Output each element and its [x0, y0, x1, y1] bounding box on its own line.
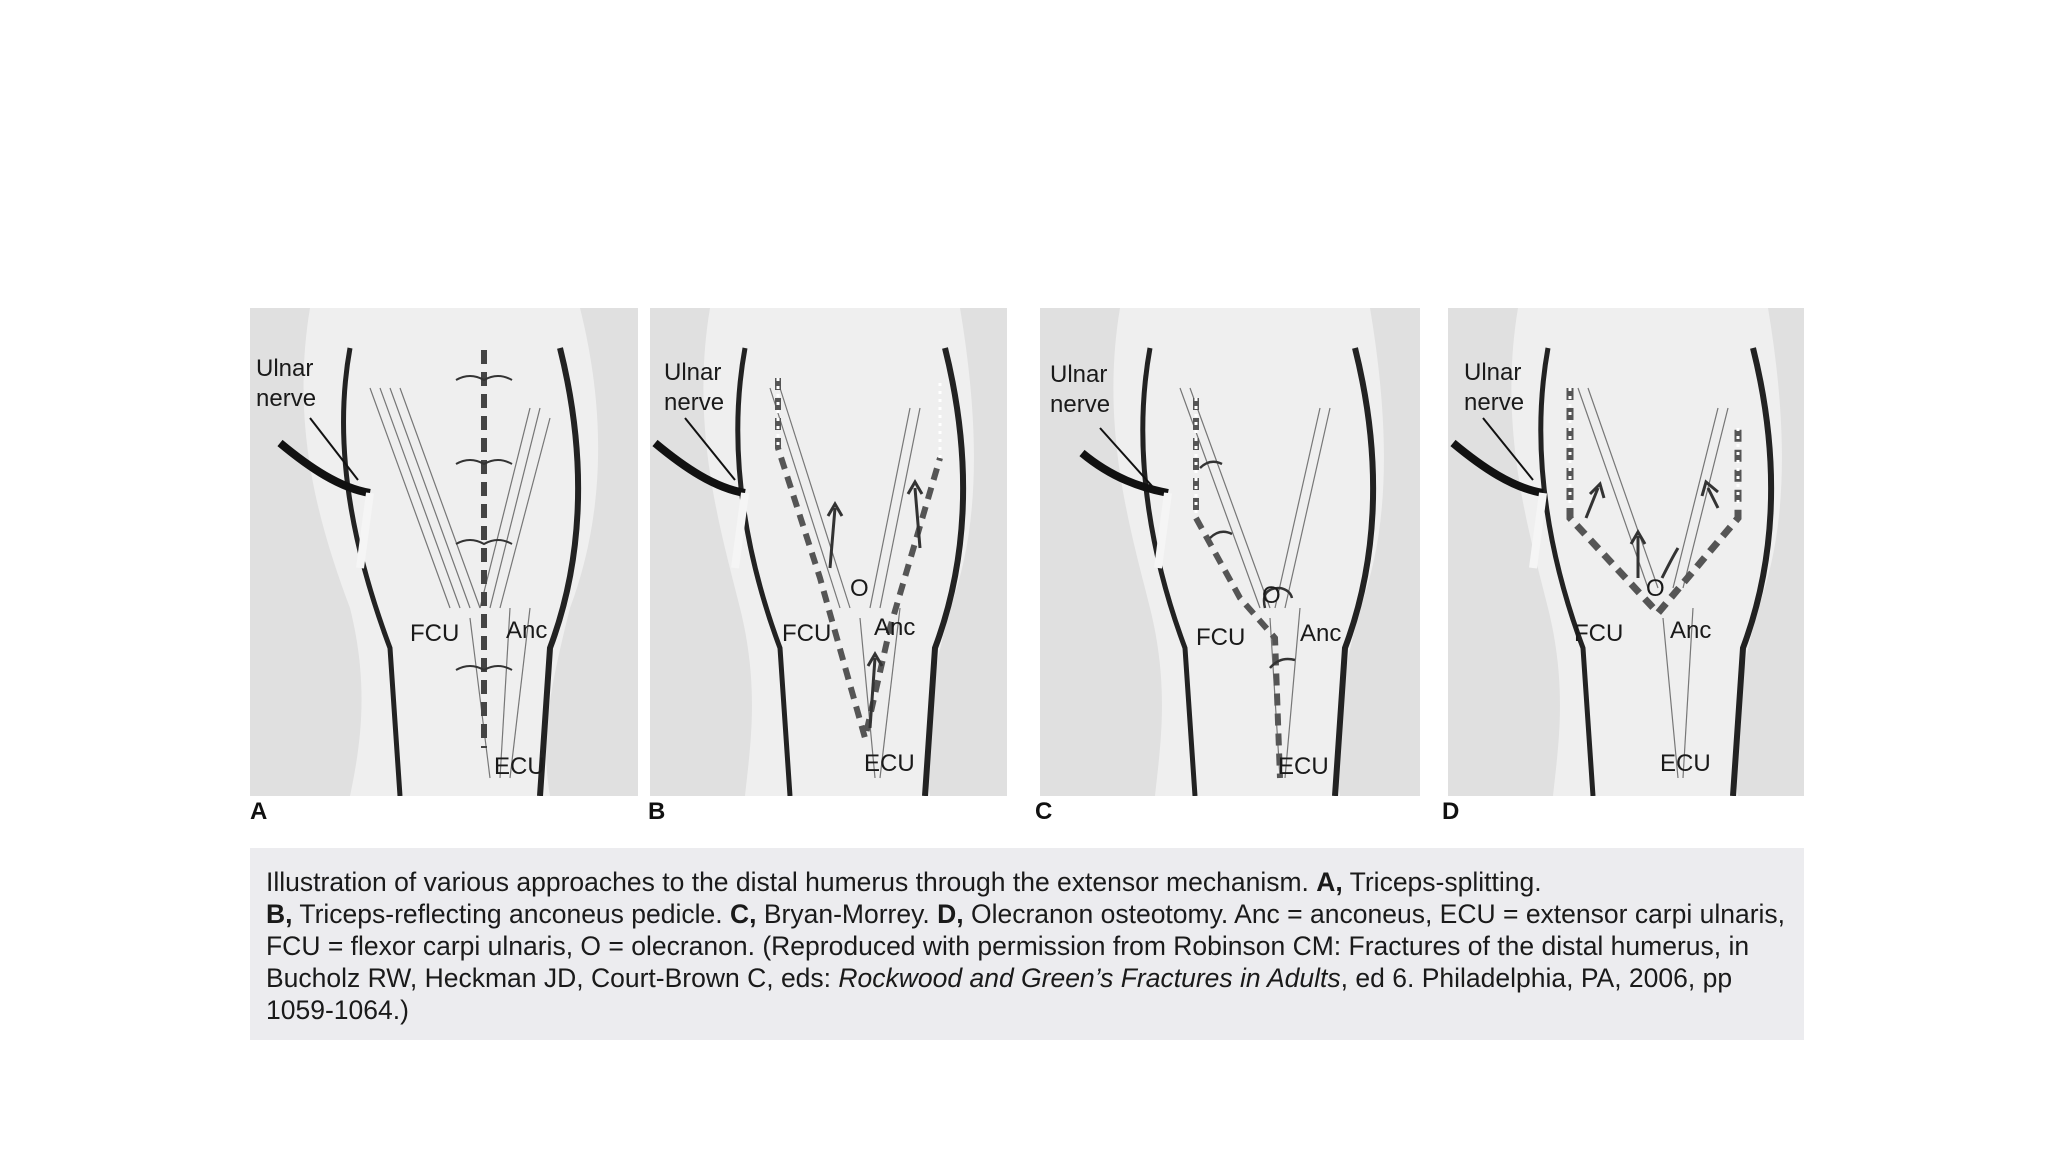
olecranon-label: O	[1262, 582, 1281, 609]
panel-a-illustration	[250, 308, 638, 796]
caption-tail: , ed 6. Philadelphia, PA, 2006, pp 1059-1064.)	[266, 963, 1733, 1025]
ulnar-nerve-label	[1464, 358, 1524, 418]
ulnar-nerve-label	[256, 354, 316, 414]
nerve-label-line1: Ulnar	[1464, 359, 1522, 386]
olecranon-label: O	[850, 575, 869, 602]
olecranon-label: O	[1646, 575, 1665, 602]
ecu-label: ECU	[1278, 753, 1329, 780]
caption-c-text: Bryan-Morrey.	[756, 899, 938, 929]
nerve-label-line2: nerve	[1464, 389, 1525, 416]
nerve-label-line1: Ulnar	[1050, 361, 1108, 388]
ecu-label: ECU	[864, 750, 915, 777]
ulnar-nerve-label	[664, 358, 724, 418]
panel-d-illustration	[1448, 308, 1804, 796]
caption-d-label: D,	[937, 899, 964, 929]
fcu-label: FCU	[1196, 624, 1246, 651]
anc-label: Anc	[506, 617, 548, 644]
caption-a-label: A,	[1316, 867, 1343, 897]
nerve-label-line2: nerve	[1050, 391, 1111, 418]
panel-letter-a: A	[250, 798, 268, 825]
caption-intro: Illustration of various approaches to the distal humerus through the extensor mechanism.	[266, 867, 1317, 897]
anc-label: Anc	[874, 614, 916, 641]
caption-b-text: Triceps-reflecting anconeus pedicle.	[292, 899, 730, 929]
panel-letter-b: B	[648, 798, 666, 825]
anc-label: Anc	[1300, 620, 1342, 647]
anc-label: Anc	[1670, 617, 1712, 644]
panel-letter-c: C	[1035, 798, 1053, 825]
nerve-label-line2: nerve	[664, 389, 725, 416]
panel-c-illustration	[1040, 308, 1420, 796]
caption-a-text: Triceps-splitting.	[1342, 867, 1542, 897]
fcu-label: FCU	[1574, 620, 1624, 647]
ecu-label: ECU	[1660, 750, 1711, 777]
figure-caption	[250, 848, 1804, 1040]
panel-letter-d: D	[1442, 798, 1460, 825]
panel-b-illustration	[650, 308, 1007, 796]
fcu-label: FCU	[782, 620, 832, 647]
nerve-label-line2: nerve	[256, 385, 317, 412]
ulnar-nerve-label	[1050, 360, 1110, 420]
caption-b-label: B,	[266, 899, 293, 929]
nerve-label-line1: Ulnar	[664, 359, 722, 386]
caption-book-title: Rockwood and Green’s Fractures in Adults	[838, 963, 1341, 993]
caption-c-label: C,	[729, 899, 757, 929]
nerve-label-line1: Ulnar	[256, 355, 314, 382]
caption-d-text: Olecranon osteotomy. Anc = anconeus, ECU = extensor carpi ulnaris, FCU = flexor carpi ulnaris, O = olecranon. (Reproduced with permission from Robinson CM: Fractures of the distal humerus, in Bucholz RW, Heckman JD, Court-Brown C, eds:	[266, 899, 1786, 993]
ecu-label: ECU	[494, 753, 545, 780]
fcu-label: FCU	[410, 620, 460, 647]
